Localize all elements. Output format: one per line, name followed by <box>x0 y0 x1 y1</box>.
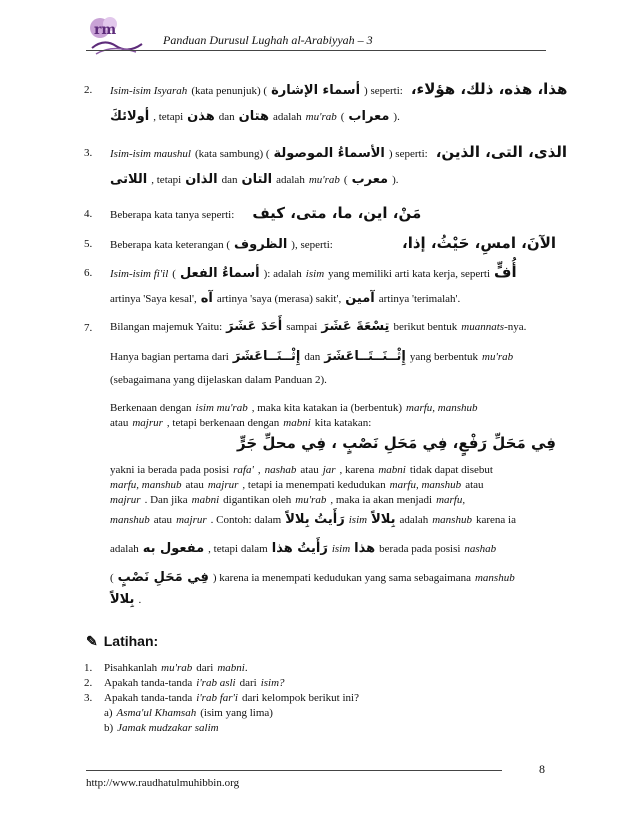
text: . Contoh: dalam <box>210 514 282 526</box>
arabic-word: معرب <box>351 172 389 187</box>
term: majrur <box>132 417 163 429</box>
text: ). <box>393 111 400 123</box>
arabic-phrase: رَأَيتُ بِلالاً <box>285 512 345 527</box>
text: atau <box>110 417 129 429</box>
arabic-examples: الذى، التى، الذين، <box>435 143 568 161</box>
text: artinya 'Saya kesal', <box>110 293 197 305</box>
arabic-word: أولائكَ <box>110 109 150 124</box>
text: dan <box>218 111 235 123</box>
text: Berkenaan dengan <box>110 402 192 414</box>
item-number: 7. <box>84 322 93 334</box>
term: manshub <box>432 514 472 526</box>
text: ( <box>172 268 176 280</box>
para-line-5 <box>110 493 556 507</box>
text: , maka kita katakan ia (berbentuk) <box>251 402 402 414</box>
arabic-term: أسماء الإشارة <box>271 83 361 98</box>
term: isim <box>348 514 368 526</box>
latihan-title: Latihan: <box>103 633 159 649</box>
term: rafa' <box>233 464 254 476</box>
item-4-line <box>110 206 556 222</box>
text: , tetapi <box>151 174 182 186</box>
para-line-3 <box>110 463 556 477</box>
item-number: 6. <box>84 267 93 279</box>
footer-url[interactable]: http://www.raudhatulmuhibbin.org <box>86 777 240 789</box>
text: atau <box>153 514 173 526</box>
text: ) seperti: <box>388 148 428 160</box>
text: ), seperti: <box>291 239 333 251</box>
arabic-word: بِلالاً <box>110 592 135 607</box>
text: berikut bentuk <box>393 321 458 333</box>
term: marfu, manshub <box>110 479 182 491</box>
exercise-number: 2. <box>84 677 93 689</box>
term: Jamak mudzakar salim <box>117 722 219 734</box>
term: mabni <box>283 417 311 429</box>
arabic-word: إِثْــنَــتَــاعَشَرَ <box>324 349 406 364</box>
text: , tetapi dalam <box>208 543 268 555</box>
text: ( <box>340 111 345 123</box>
para-line-2 <box>110 416 556 430</box>
arabic-phrase: مفعول به <box>142 541 205 556</box>
term: mabni <box>217 662 245 674</box>
text: , karena <box>339 464 375 476</box>
item-7-line-2 <box>110 350 556 364</box>
text: atau <box>300 464 319 476</box>
term: isim <box>331 543 351 555</box>
arabic-term: أسماءُ الفعل <box>179 266 260 281</box>
text: dari kelompok berikut ini? <box>241 692 359 704</box>
term: mu'rab <box>161 662 193 674</box>
header-title: Panduan Durusul Lughah al-Arabiyyah – 3 <box>163 33 373 47</box>
text: sampai <box>286 321 318 333</box>
exercise-number: 1. <box>84 662 93 674</box>
arabic-term: الظروف <box>234 237 288 252</box>
text: dan <box>304 351 321 363</box>
term: nashab <box>264 464 297 476</box>
header-divider <box>86 50 546 51</box>
text: -nya. <box>504 321 527 333</box>
exercise-3b <box>104 721 574 735</box>
text: adalah <box>399 514 429 526</box>
pencil-icon: ✎ <box>86 633 98 649</box>
arabic-word: أُفٍّ <box>494 263 517 281</box>
text: , <box>257 464 261 476</box>
arabic-phrase: فِي مَحَلِّ رَفْعٍ، فِي مَحَلِ نَصْبٍ ، فِي محلِّ جَرٍّ <box>237 434 556 452</box>
exercise-3a <box>104 706 574 720</box>
text: , tetapi ia menempati kedudukan <box>242 479 386 491</box>
arabic-phrase: رَأَيتُ هذا <box>271 541 328 556</box>
text: yakni ia berada pada posisi <box>110 464 230 476</box>
footer-divider <box>86 770 502 771</box>
logo-graphic <box>86 14 148 58</box>
text: ) karena ia menempati kedudukan yang sama sebagaimana <box>212 572 471 584</box>
arabic-word: التان <box>241 172 273 187</box>
text: , tetapi berkenaan dengan <box>166 417 280 429</box>
latihan-heading <box>86 633 158 650</box>
text: . <box>138 594 142 606</box>
term: isim mu'rab <box>195 402 248 414</box>
text: Apakah tanda-tanda <box>104 677 193 689</box>
arabic-word: آه <box>200 291 213 306</box>
exercise-2 <box>104 676 550 690</box>
para-line-1 <box>110 401 556 415</box>
text: ) seperti: <box>364 85 403 97</box>
term: muannats <box>461 321 505 333</box>
text: ( <box>110 572 114 584</box>
arabic-word: هذا <box>354 541 376 556</box>
text: dari <box>196 662 214 674</box>
para-arabic-center <box>110 436 556 452</box>
text: dan <box>221 174 238 186</box>
text: . Dan jika <box>144 494 188 506</box>
item-7-line-3: (sebagaimana yang dijelaskan dalam Panduan 2). <box>110 374 327 386</box>
arabic-examples: هذا، هذه، ذلك، هؤلاء، <box>410 80 568 98</box>
item-2-line-2 <box>110 110 556 124</box>
term: jar <box>322 464 336 476</box>
text: (kata sambung) ( <box>194 148 270 160</box>
arabic-term: الأسماءُ الموصولة <box>273 146 385 161</box>
text: digantikan oleh <box>223 494 292 506</box>
arabic-word: هتان <box>238 109 269 124</box>
term: Isim-isim Isyarah <box>110 85 188 97</box>
text: adalah <box>110 543 139 555</box>
text: artinya 'saya (merasa) sakit', <box>216 293 342 305</box>
site-logo <box>86 14 148 58</box>
arabic-word: تِسْعَةَ عَشَرَ <box>321 319 390 334</box>
term: marfu, <box>436 494 466 506</box>
text: , tetapi <box>153 111 184 123</box>
para-line-9 <box>110 593 556 607</box>
term: mabni <box>378 464 406 476</box>
item-number: 3. <box>84 147 93 159</box>
term: mu'rab <box>308 174 340 186</box>
para-line-7 <box>110 542 556 556</box>
text: (isim yang lima) <box>200 707 273 719</box>
term: Isim-isim maushul <box>110 148 191 160</box>
term: i'rab asli <box>196 677 236 689</box>
exercise-1 <box>104 661 550 675</box>
arabic-word: آمين <box>345 291 375 306</box>
item-number: 2. <box>84 84 93 96</box>
para-line-6 <box>110 513 556 527</box>
item-3-line-1 <box>110 143 568 161</box>
item-2-line-1 <box>110 80 568 98</box>
term: isim? <box>260 677 285 689</box>
term: nashab <box>464 543 497 555</box>
text: , maka ia akan menjadi <box>330 494 433 506</box>
term: Isim-isim fi'il <box>110 268 169 280</box>
text: tidak dapat disebut <box>409 464 493 476</box>
text: Pisahkanlah <box>104 662 158 674</box>
para-line-4 <box>110 478 556 492</box>
term: majrur <box>110 494 141 506</box>
text: atau <box>465 479 484 491</box>
term: marfu, manshub <box>406 402 478 414</box>
text: Beberapa kata keterangan ( <box>110 239 231 251</box>
arabic-word: بِلالاً <box>371 512 396 527</box>
text: dari <box>239 677 257 689</box>
term: i'rab far'i <box>196 692 238 704</box>
text: (kata penunjuk) ( <box>191 85 268 97</box>
item-3-line-2 <box>110 173 556 187</box>
term: mu'rab <box>295 494 327 506</box>
item-number: 4. <box>84 208 93 220</box>
logo-text: rm <box>94 22 117 38</box>
arabic-phrase: فِي مَحَلِ نَصْبٍ <box>117 570 209 585</box>
text: Bilangan majemuk Yaitu: <box>110 321 223 333</box>
term: majrur <box>176 514 207 526</box>
text: Apakah tanda-tanda <box>104 692 193 704</box>
text: berada pada posisi <box>379 543 461 555</box>
text: Beberapa kata tanya seperti: <box>110 209 235 221</box>
arabic-examples: مَنْ، اين، ما، متى، كيف <box>252 204 422 222</box>
text: karena ia <box>475 514 516 526</box>
text: yang memiliki arti kata kerja, seperti <box>328 268 491 280</box>
sub-letter: a) <box>104 707 113 719</box>
text: adalah <box>276 174 305 186</box>
arabic-examples: الآنَ، امسِ، حَيْثُ، إذا، <box>402 234 556 252</box>
term: manshub <box>474 572 515 584</box>
arabic-word: هذن <box>187 109 215 124</box>
term: marfu, manshub <box>389 479 462 491</box>
item-number: 5. <box>84 238 93 250</box>
text: adalah <box>272 111 302 123</box>
text: yang berbentuk <box>409 351 479 363</box>
arabic-word: اللاتى <box>110 172 148 187</box>
sub-letter: b) <box>104 722 114 734</box>
text: atau <box>185 479 204 491</box>
term: mabni <box>191 494 220 506</box>
text: kita katakan: <box>314 417 372 429</box>
arabic-word: الذان <box>185 172 218 187</box>
text: ( <box>343 174 348 186</box>
arabic-word: أَحَدَ عَشَرَ <box>226 319 283 334</box>
term: isim <box>305 268 325 280</box>
item-6-line-2 <box>110 292 556 306</box>
text: . <box>244 662 248 674</box>
term: Asma'ul Khamsah <box>116 707 197 719</box>
para-line-8 <box>110 571 556 585</box>
item-7-line-1 <box>110 320 556 334</box>
item-6-line-1 <box>110 265 556 281</box>
term: majrur <box>207 479 239 491</box>
text: ). <box>392 174 399 186</box>
term: manshub <box>110 514 150 526</box>
exercise-3 <box>104 691 550 705</box>
term: mu'rab <box>305 111 337 123</box>
text: artinya 'terimalah'. <box>378 293 461 305</box>
exercise-number: 3. <box>84 692 93 704</box>
arabic-word: إِثْــنَــاعَشَرَ <box>232 349 301 364</box>
item-5-line <box>110 236 556 252</box>
text: ): adalah <box>263 268 302 280</box>
text: Hanya bagian pertama dari <box>110 351 229 363</box>
arabic-word: معراب <box>348 109 390 124</box>
page-number: 8 <box>539 762 545 776</box>
term: mu'rab <box>482 351 514 363</box>
